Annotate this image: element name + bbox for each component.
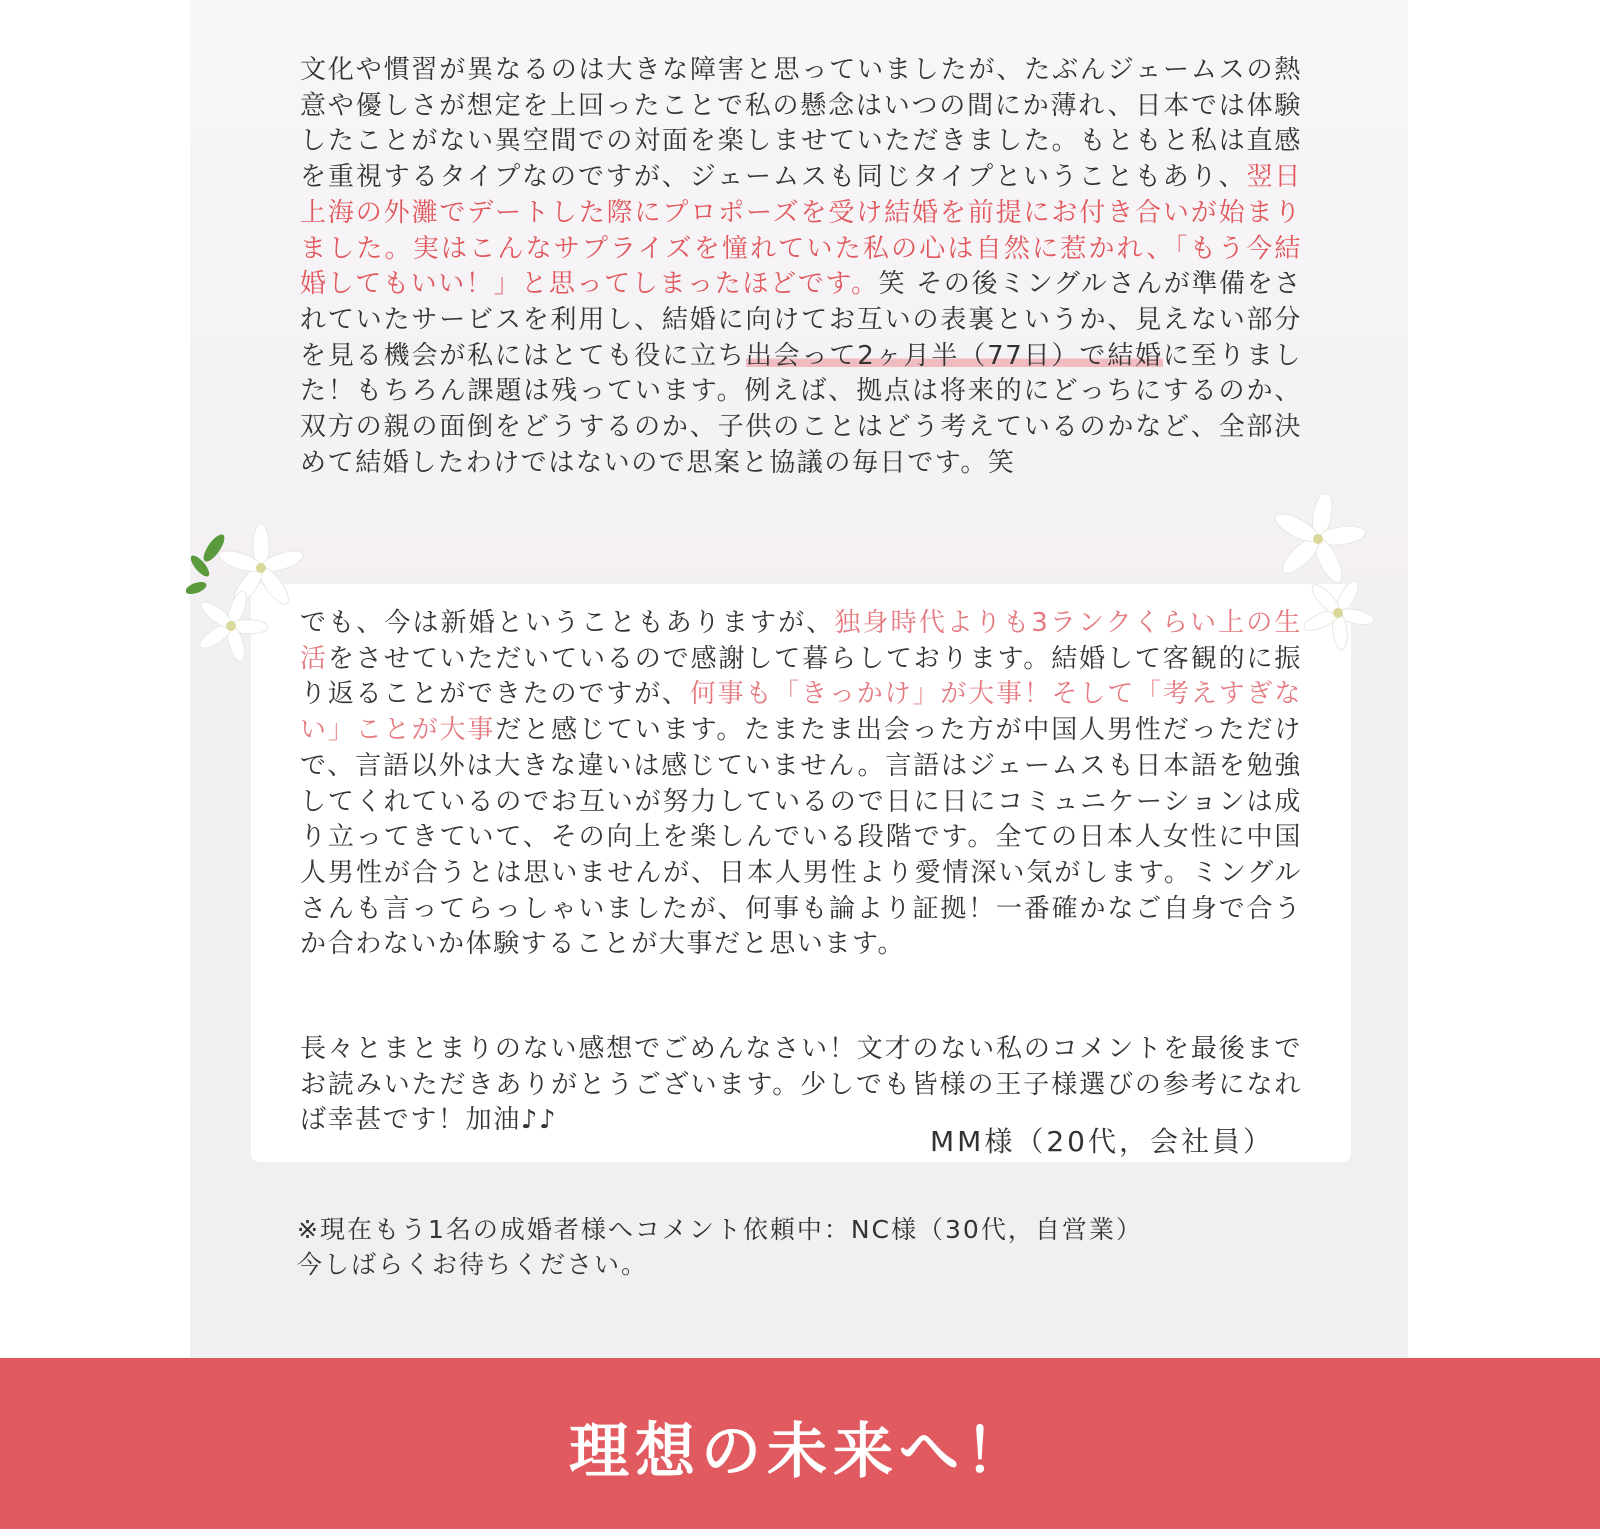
underlined-text: 出会って2ヶ月半（77日）で結婚 [745,340,1163,371]
story-text: でも、今は新婚ということもありますが、 [300,608,835,638]
highlighted-text: 翌日上海の外灘でデートした際にプロポーズを受け結婚を前提にお付き合いが始まりました。実はこんなサプライズを憧れていた私の心は自然に惹かれ、「もう今結婚してもいい！」と思ってしまったほどです。 [300,162,1302,300]
white-flower-icon [1268,495,1388,655]
footer-banner [0,1358,1600,1529]
note-line: ※現在もう1名の成婚者様へコメント依頼中：NC様（30代，自営業） [297,1215,1143,1244]
story-text: をさせていただいているので感謝して暮らしております。結婚して客観的に振り返ることができたのですが、 [300,643,1302,710]
story-paragraph-1 [300,53,1302,535]
story-text: 笑 その後ミングルさんが準備をされていたサービスを利用し、結婚に向けてお互いの表裏というか、見えない部分を見る機会が私にはとても役に立ち [300,269,1302,371]
story-paragraph-2 [300,606,1302,1010]
highlighted-text: 何事も「きっかけ」が大事！そして「考えすぎない」ことが大事 [300,679,1303,746]
note-line: 今しばらくお待ちください。 [297,1250,649,1279]
highlighted-text: 独身時代よりも3ランクくらい上の生活 [300,608,1302,674]
story-paragraph-3: 長々とまとまりのない感想でごめんなさい！文才のない私のコメントを最後までお読みいただきありがとうございます。少しでも皆様の王子様選びの参考になれば幸甚です！加油♪♪ [300,1034,1302,1136]
story-text: だと感じています。たまたま出会った方が中国人男性だっただけで、言語以外は大きな違いは感じていません。言語はジェームスも日本語を勉強してくれているのでお互いが努力しているので日に日にコミュニケーションは成り立ってきていて、その向上を楽しんでいる段階です。全ての日本人女性に中国人男性が合うとは思いませんが、日本人男性より愛情深い気がします。ミングルさんも言ってらっしゃいましたが、何事も論より証拠！一番確かなご自身で合うか合わないか体験することが大事だと思います。 [300,715,1302,960]
story-text: に至りました！もちろん課題は残っています。例えば、拠点は将来的にどっちにするのか、双方の親の面倒をどうするのか、子供のことはどう考えているのかなど、全部決めて結婚したわけではないので思案と協議の毎日です。笑 [300,340,1302,478]
pending-note [297,1212,1143,1282]
footer-title: 理想の未来へ！ [569,1417,1031,1487]
white-flower-icon [186,518,306,678]
signature: MM様（20代，会社員） [930,1125,1274,1158]
story-text: 文化や慣習が異なるのは大きな障害と思っていましたが、たぶんジェームスの熱意や優しさが想定を上回ったことで私の懸念はいつの間にか薄れ、日本では体験したことがない異空間での対面を楽しませていただきました。もともと私は直感を重視するタイプなのですが、ジェームスも同じタイプということもあり、 [300,55,1302,193]
